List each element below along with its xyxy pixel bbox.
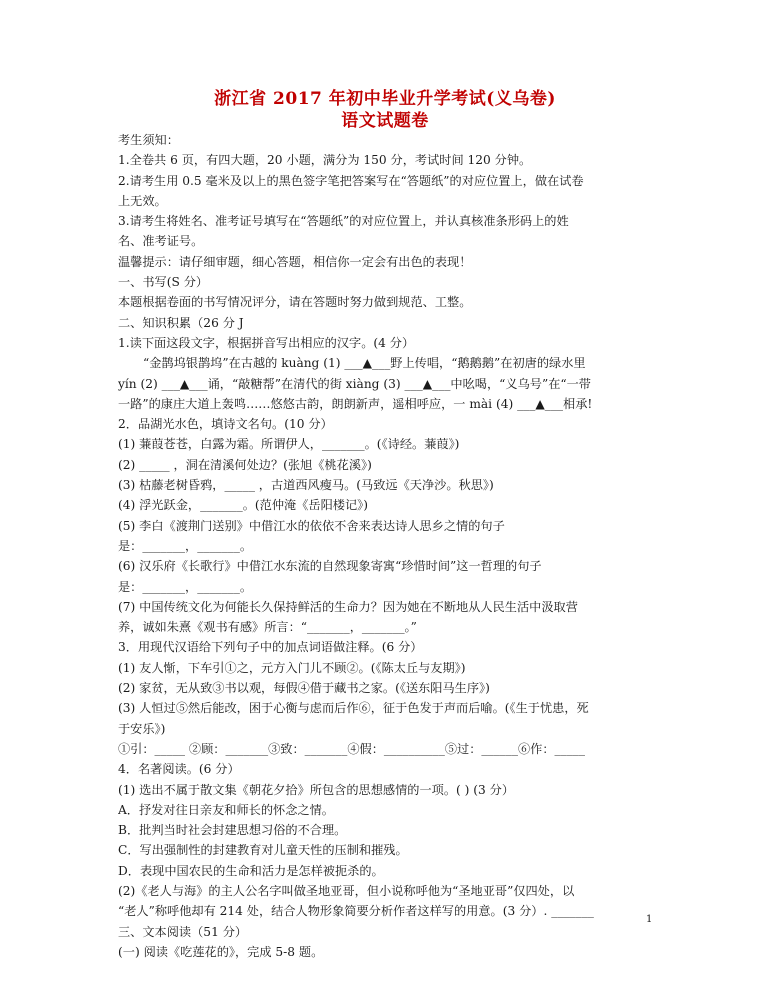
text-line: 3.请考生将姓名、准考证号填写在“答题纸”的对应位置上，并认真核准条形码上的姓 xyxy=(118,214,569,229)
text-line: 2．品湖光水色，填诗文名句。(10 分） xyxy=(118,417,333,432)
exam-body xyxy=(118,130,658,962)
text-line: 2.请考生用 0.5 毫米及以上的黑色签字笔把答案写在“答题纸”的对应位置上，做在试卷 xyxy=(118,173,584,188)
text-line: “老人”称呼他却有 214 处，结合人物形象简要分析作者这样写的用意。(3 分）. _______ xyxy=(118,904,594,919)
text-line: B．批判当时社会封建思想习俗的不合理。 xyxy=(118,823,347,838)
text-line: 二、知识积累（26 分 J xyxy=(118,315,244,330)
text-line: (1) 选出不属于散文集《朝花夕拾》所包含的思想感情的一项。( ) (3 分） xyxy=(118,782,515,797)
text-line: (6) 汉乐府《长歌行》中借江水东流的自然现象寄寓“珍惜时间”这一哲理的句子 xyxy=(118,559,542,574)
text-line: (4) 浮光跃金，_______。(范仲淹《岳阳楼记》) xyxy=(118,498,369,513)
text-line: 本题根据卷面的书写情况评分，请在答题时努力做到规范、工整。 xyxy=(118,295,472,310)
text-line: (3) 枯藤老树昏鸦，_____ ，古道西风瘦马。(马致远《天净沙。秋思》) xyxy=(118,478,494,493)
text-line: (5) 李白《渡荆门送别》中借江水的依依不舍来表达诗人思乡之情的句子 xyxy=(118,518,505,533)
text-line: 1.全卷共 6 页，有四大题，20 小题，满分为 150 分，考试时间 120 分钟。 xyxy=(118,153,532,168)
page-number: 1 xyxy=(646,914,653,925)
text-line: (1) 蒹葭苍苍，白露为霜。所谓伊人，_______。(《诗经。蒹葭》) xyxy=(118,437,460,452)
text-line: 3．用现代汉语给下列句子中的加点词语做注释。(6 分） xyxy=(118,640,423,655)
text-line: 是：_______，_______。 xyxy=(118,538,253,553)
text-line: (2)《老人与海》的主人公名字叫做圣地亚哥，但小说称呼他为“圣地亚哥”仅四处，以 xyxy=(118,883,575,898)
text-line: 三、文本阅读（51 分） xyxy=(118,924,248,939)
text-line: (3) 人恒过⑤然后能改，困于心衡与虑而后作⑥，征于色发于声而后喻。(《生于忧患，死 xyxy=(118,701,589,716)
exam-subtitle: 语文试题卷 xyxy=(341,111,429,131)
text-line: (2) _____ ，洞在清溪何处边？(张旭《桃花溪》) xyxy=(118,457,372,472)
text-line: 温馨提示：请仔细审题，细心答题，相信你一定会有出色的表现！ xyxy=(118,254,472,269)
text-line: A．抒发对往日亲友和师长的怀念之情。 xyxy=(118,802,334,817)
text-line: 是：_______，_______。 xyxy=(118,579,253,594)
text-line: (1) 友人惭，下车引①之，元方入门儿不顾②。(《陈太丘与友期》) xyxy=(118,660,466,675)
text-line: ①引：_____ ②顾：_______③致：_______④假：__________⑤过：______⑥作：_____ xyxy=(118,741,585,756)
text-line: (一) 阅读《吃莲花的》，完成 5-8 题。 xyxy=(118,944,324,959)
text-line: 一、书写(S 分） xyxy=(118,275,209,290)
text-line: 4．名著阅读。(6 分） xyxy=(118,762,240,777)
text-line: 考生须知： xyxy=(118,133,179,147)
text-line: 一路”的康庄大道上轰鸣……悠悠古韵，朗朗新声，遥相呼应，一 mài (4) ___▲___相承! xyxy=(118,396,593,411)
text-line: (7) 中国传统文化为何能长久保持鲜活的生命力？因为她在不断地从人民生活中汲取营 xyxy=(118,599,578,614)
text-line: yín (2) ___▲___诵，“敲糖帮”在清代的街 xiàng (3) ___▲___中吆喝，“义乌号”在“一带 xyxy=(118,376,591,391)
text-line: 1.读下面这段文字，根据拼音写出相应的汉字。(4 分） xyxy=(118,335,415,350)
text-line: C．写出强制性的封建教育对儿童天性的压制和摧残。 xyxy=(118,843,408,858)
text-line: D．表现中国农民的生命和活力是怎样被扼杀的。 xyxy=(118,863,384,878)
text-line: 养，诚如朱熹《观书有感》所言：“_______，_______。” xyxy=(118,620,417,635)
text-line: (2) 家贫，无从致③书以观，每假④借于藏书之家。(《送东阳马生序》) xyxy=(118,681,490,696)
text-line: “金鹊坞银鹊坞”在古越的 kuàng (1) ___▲___野上传唱，“鹅鹅鹅”在初唐的绿水里 xyxy=(143,356,586,371)
exam-title: 浙江省 2017 年初中毕业升学考试(义乌卷) xyxy=(214,89,556,109)
text-line: 上无效。 xyxy=(118,193,167,208)
text-line: 名、准考证号。 xyxy=(118,234,204,249)
text-line: 于安乐》) xyxy=(118,721,166,736)
